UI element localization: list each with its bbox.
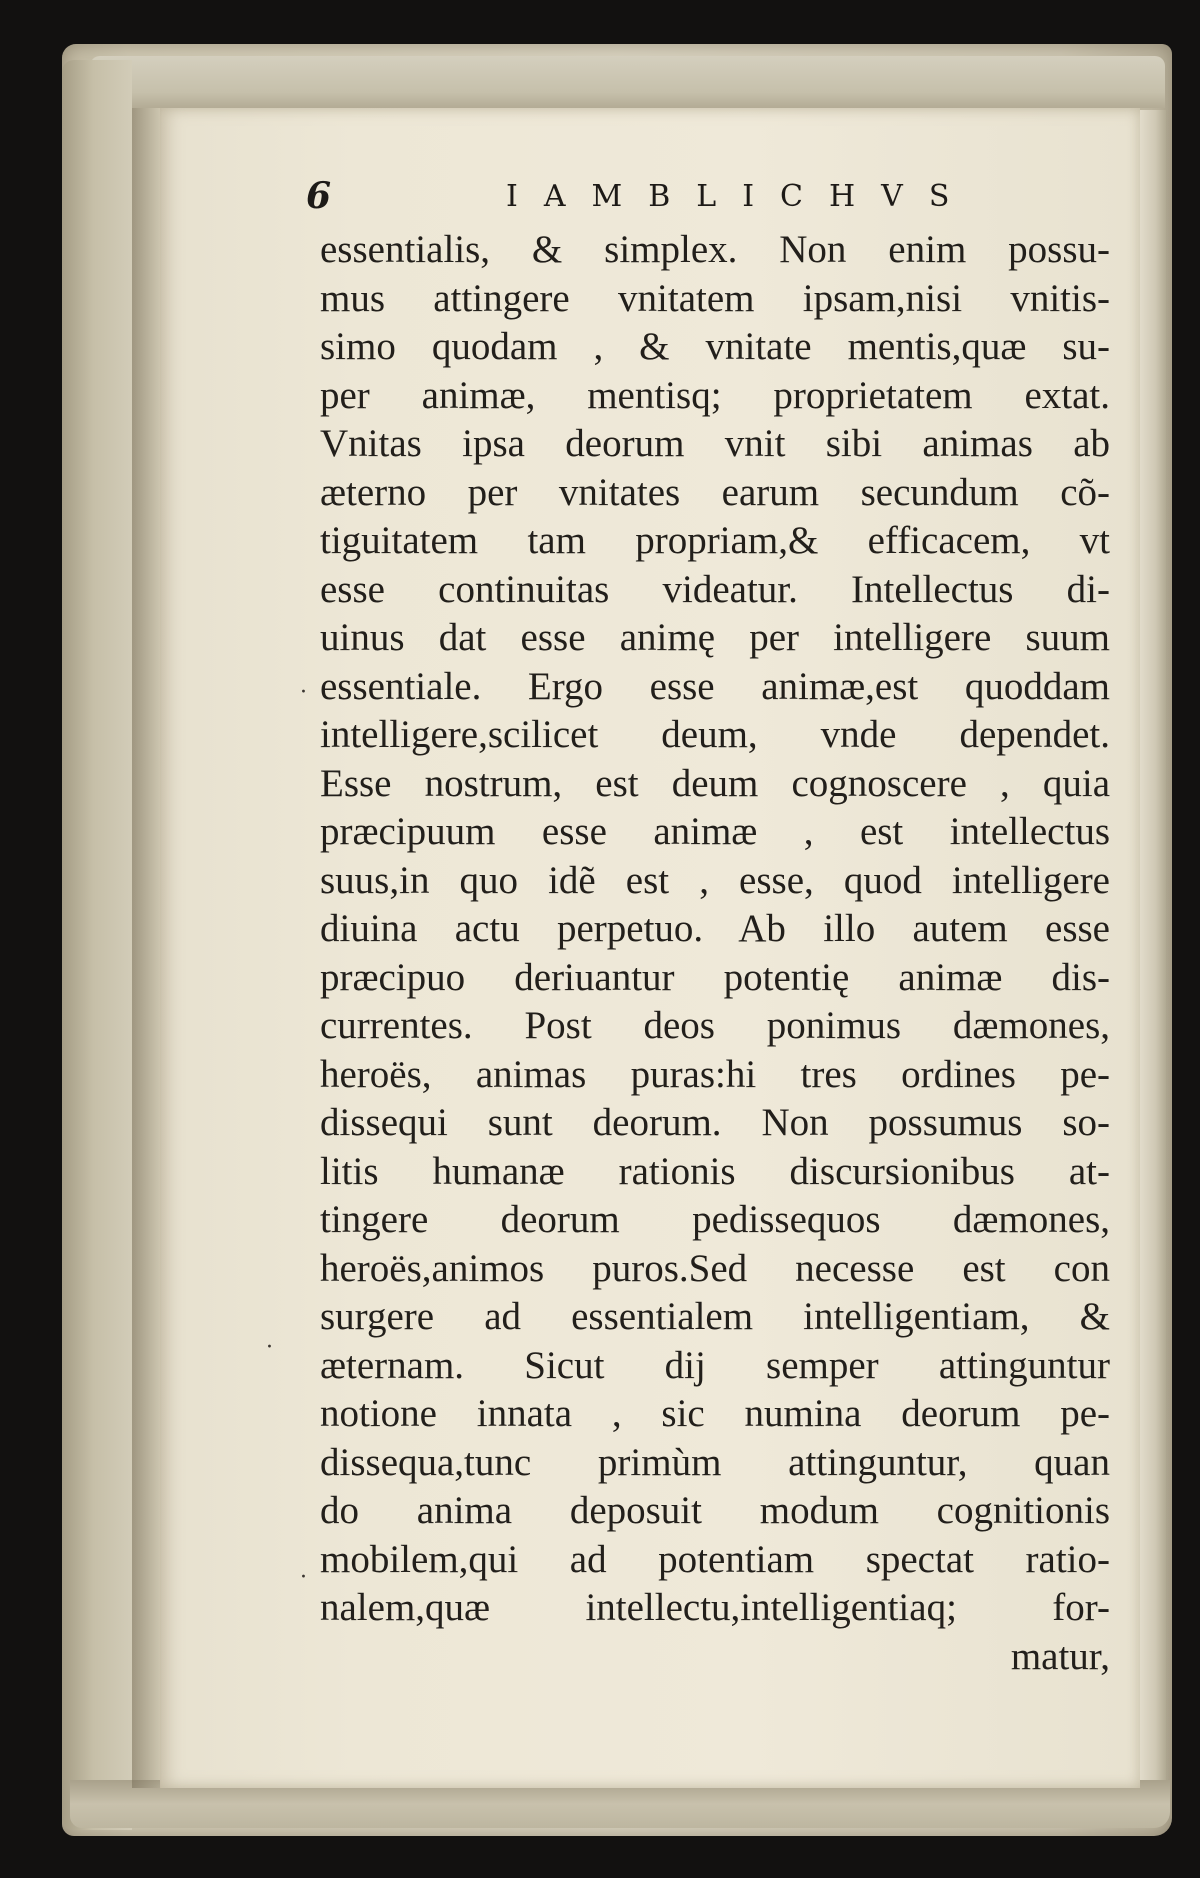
text-line: nalem,quæ intellectu,intelligentiaq; for- xyxy=(320,1586,1110,1629)
text-line: uinus dat esse animę per intelligere suum xyxy=(320,616,1110,659)
text-line: notione innata , sic numina deorum pe- xyxy=(320,1392,1110,1435)
running-head xyxy=(306,172,976,222)
text-line: Vnitas ipsa deorum vnit sibi animas ab xyxy=(320,422,1110,465)
page-fore-edge xyxy=(1140,110,1166,1790)
text-line: litis humanæ rationis discursionibus at- xyxy=(320,1149,1110,1193)
text-line: heroës, animas puras:hi tres ordines pe- xyxy=(320,1052,1110,1096)
text-line: simo quodam , & vnitate mentis,quæ su- xyxy=(320,325,1110,368)
text-line: æterno per vnitates earum secundum cõ- xyxy=(320,470,1110,514)
text-line: suus,in quo idẽ est , esse, quod intelligere xyxy=(320,858,1110,902)
text-line: intelligere,scilicet deum, vnde dependet. xyxy=(320,713,1110,756)
page-number: 6 xyxy=(306,175,332,217)
text-line: esse continuitas videatur. Intellectus di- xyxy=(320,567,1110,611)
text-line: Esse nostrum, est deum cognoscere , quia xyxy=(320,761,1110,805)
text-line: essentialis, & simplex. Non enim possu- xyxy=(320,228,1110,271)
text-line: essentiale. Ergo esse animæ,est quoddam xyxy=(320,664,1110,708)
text-line: dissequi sunt deorum. Non possumus so- xyxy=(320,1101,1110,1144)
cover-top-edge xyxy=(90,56,1165,108)
text-line: tingere deorum pedissequos dæmones, xyxy=(320,1198,1110,1241)
text-line: do anima deposuit modum cognitionis xyxy=(320,1489,1110,1532)
text-line: æternam. Sicut dij semper attinguntur xyxy=(320,1343,1110,1387)
ink-speck: · xyxy=(300,680,307,705)
text-line: præcipuum esse animæ , est intellectus xyxy=(320,810,1110,853)
text-line: præcipuo deriuantur potentię animæ dis- xyxy=(320,955,1110,999)
text-line: heroës,animos puros.Sed necesse est con xyxy=(320,1246,1110,1290)
text-line: dissequa,tunc primùm attinguntur, quan xyxy=(320,1440,1110,1484)
text-line: tiguitatem tam propriam,& efficacem, vt xyxy=(320,519,1110,562)
text-line: mobilem,qui ad potentiam spectat ratio- xyxy=(320,1537,1110,1581)
text-line: mus attingere vnitatem ipsam,nisi vnitis- xyxy=(320,276,1110,320)
cover-spine-edge xyxy=(62,60,132,1830)
ink-speck: · xyxy=(266,1335,273,1360)
text-line: per animæ, mentisq; proprietatem extat. xyxy=(320,373,1110,417)
text-line: surgere ad essentialem intelligentiam, & xyxy=(320,1295,1110,1338)
running-title: IAMBLICHVS xyxy=(506,179,976,214)
catchword: matur, xyxy=(1010,1634,1110,1678)
text-line: diuina actu perpetuo. Ab illo autem esse xyxy=(320,907,1110,950)
gutter-shadow xyxy=(132,108,162,1788)
main-text xyxy=(320,226,1120,1681)
text-line: currentes. Post deos ponimus dæmones, xyxy=(320,1004,1110,1047)
ink-speck: · xyxy=(300,1565,307,1590)
